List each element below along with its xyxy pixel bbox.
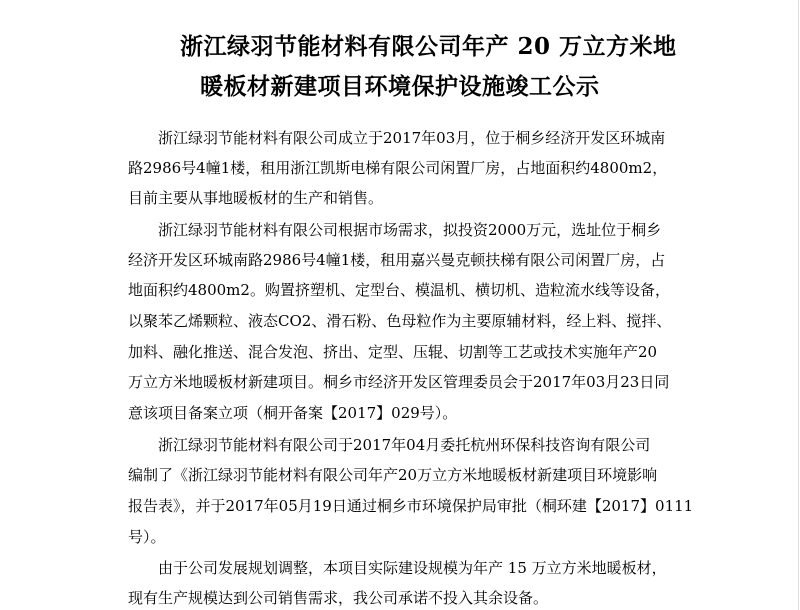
paragraph-1-line-2: 路2986号4幢1楼，租用浙江凯斯电梯有限公司闲置厂房，占地面积约4800m2， [128, 159, 668, 177]
paragraph-2-line-3: 地面积约4800m2。购置挤塑机、定型台、模温机、横切机、造粒流水线等设备， [128, 281, 670, 299]
paragraph-3-line-3: 报告表》，并于2017年05月19日通过桐乡市环境保护局审批（桐环建【2017】0111 [128, 497, 694, 515]
paragraph-3-line-1: 浙江绿羽节能材料有限公司于2017年04月委托杭州环保科技咨询有限公司 [158, 436, 651, 454]
paragraph-2-line-1: 浙江绿羽节能材料有限公司根据市场需求，拟投资2000万元，选址位于桐乡 [158, 221, 662, 239]
document-title-line-1: 浙江绿羽节能材料有限公司年产 20 万立方米地 [180, 33, 677, 60]
paragraph-1-line-1: 浙江绿羽节能材料有限公司成立于2017年03月，位于桐乡经济开发区环城南 [158, 129, 666, 147]
paragraph-2-line-6: 万立方米地暖板材新建项目。桐乡市经济开发区管理委员会于2017年03月23日同 [128, 373, 670, 391]
paragraph-2-line-7: 意该项目备案立项（桐开备案【2017】029号）。 [128, 404, 458, 422]
paragraph-4-line-1: 由于公司发展规划调整，本项目实际建设规模为年产 15 万立方米地暖板材， [158, 559, 667, 577]
paragraph-3-line-4: 号）。 [128, 528, 166, 546]
paragraph-2-line-4: 以聚苯乙烯颗粒、液态CO2、滑石粉、色母粒作为主要原辅材料，经上料、搅拌、 [128, 312, 672, 330]
paragraph-2-line-2: 经济开发区环城南路2986号4幢1楼，租用嘉兴曼克顿扶梯有限公司闲置厂房，占 [128, 251, 666, 269]
paragraph-3-line-2: 编制了《浙江绿羽节能材料有限公司年产20万立方米地暖板材新建项目环境影响 [128, 466, 658, 484]
paragraph-1-line-3: 目前主要从事地暖板材的生产和销售。 [128, 189, 384, 207]
paragraph-2-line-5: 加料、融化推送、混合发泡、挤出、定型、压辊、切割等工艺或技术实施年产20 [128, 343, 658, 361]
document-title-line-2: 暖板材新建项目环境保护设施竣工公示 [200, 73, 600, 100]
paragraph-4-line-2: 现有生产规模达到公司销售需求，我公司承诺不投入其余设备。 [128, 589, 549, 607]
